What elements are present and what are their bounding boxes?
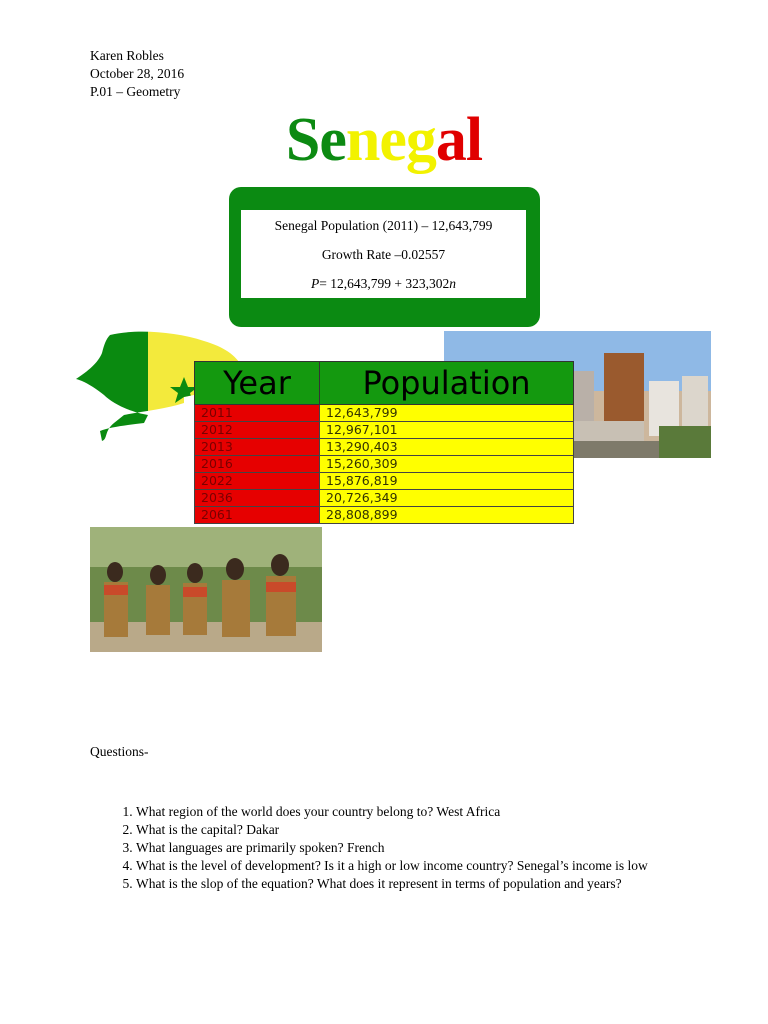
table-row [195,507,574,524]
year-cell: 2013 [195,439,320,456]
author-name: Karen Robles [90,48,164,63]
title-letter: a [435,106,466,174]
document-date: October 28, 2016 [90,66,185,81]
year-cell: 2012 [195,422,320,439]
title-letter: e [319,106,346,174]
population-cell: 15,260,309 [320,456,574,473]
list-item: 3. What languages are primarily spoken? French [136,839,736,857]
population-cell: 20,726,349 [320,490,574,507]
title-letter: n [345,106,380,174]
list-item: 5. What is the slop of the equation? What does it represent in terms of population and years? [136,875,736,893]
year-cell: 2022 [195,473,320,490]
class-period: P.01 – Geometry [90,84,181,99]
population-table [194,361,574,524]
table-row [195,405,574,422]
table-header-population: Population [320,362,574,405]
info-box-content [241,210,526,298]
table-row [195,422,574,439]
info-box [229,187,540,327]
questions-list [90,803,736,893]
population-cell: 15,876,819 [320,473,574,490]
title-letter: S [285,106,320,174]
equation-variable: P [311,276,320,291]
list-item: 2. What is the capital? Dakar [136,821,736,839]
table-row [195,456,574,473]
list-item: 1. What region of the world does your country belong to? West Africa [136,803,736,821]
equation-line [241,269,526,298]
equation-body: = 12,643,799 + 323,302 [319,276,450,291]
page-title [0,100,768,180]
table-header-year: Year [195,362,320,405]
year-cell: 2036 [195,490,320,507]
table-row [195,473,574,490]
title-letter: g [405,106,436,174]
population-cell: 13,290,403 [320,439,574,456]
title-letter: l [465,106,483,174]
growth-rate-line: Growth Rate –0.02557 [321,247,446,262]
table-row [195,490,574,507]
title-letter: e [379,106,406,174]
population-cell: 12,967,101 [320,422,574,439]
year-cell: 2011 [195,405,320,422]
population-line: Senegal Population (2011) – 12,643,799 [274,218,493,233]
population-cell: 28,808,899 [320,507,574,524]
year-cell: 2016 [195,456,320,473]
senegal-dancers-photo [90,527,322,652]
equation-n: n [449,276,456,291]
population-cell: 12,643,799 [320,405,574,422]
list-item: 4. What is the level of development? Is it a high or low income country? Senegal’s income is low [136,857,736,875]
table-row [195,439,574,456]
year-cell: 2061 [195,507,320,524]
questions-heading: Questions- [90,744,149,759]
